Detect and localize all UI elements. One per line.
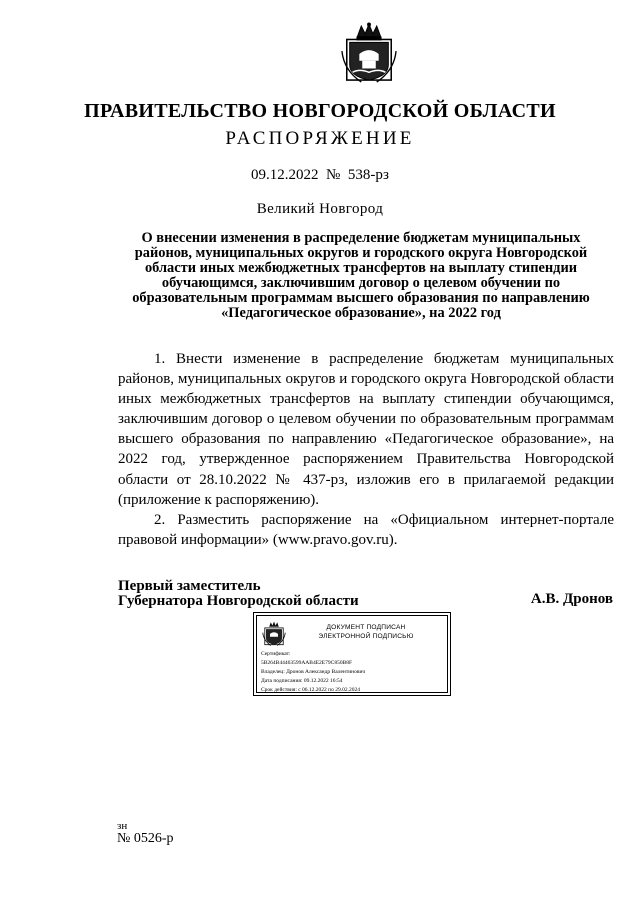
body-line: заключившим договор о целевом обучении по образовательным программам <box>118 411 614 428</box>
body-line: иных межбюджетных трансфертов на выплату стипендии обучающимся, <box>118 391 614 408</box>
body-line: (приложение к распоряжению). <box>118 491 320 508</box>
stamp-owner: Владелец: Дронов Александр Валентинович <box>261 669 366 676</box>
signer-name: А.В. Дронов <box>530 591 613 607</box>
stamp-signed-date: Дата подписания: 09.12.2022 16:54 <box>261 678 343 685</box>
body-line: высшего образования по направлению «Педагогическое образование», на <box>118 431 614 448</box>
stamp-details <box>261 650 443 695</box>
document-city: Великий Новгород <box>256 201 384 217</box>
signer-title <box>118 579 359 608</box>
body-line: области от 28.10.2022 № 437-рз, изложив его в прилагаемой редакции <box>118 471 614 488</box>
stamp-title-line: ЭЛЕКТРОННОЙ ПОДПИСЬЮ <box>318 633 414 640</box>
document-body <box>118 349 614 550</box>
stamp-validity: Срок действия: с 06.12.2022 по 29.02.2024 <box>261 687 360 694</box>
document-date-number: 09.12.2022 № 538-рз <box>251 167 389 183</box>
coat-of-arms-icon <box>340 22 398 84</box>
document-type: РАСПОРЯЖЕНИЕ <box>225 128 415 149</box>
subject-line: обучающимся, заключившим договор о целевом обучении по <box>161 275 561 292</box>
subject-line: «Педагогическое образование», на 2022 год <box>221 305 501 322</box>
stamp-serial-value: 5B264B44463599AAB4E2E79C850B8F <box>261 660 353 667</box>
signer-title-line: Губернатора Новгородской области <box>118 592 359 609</box>
signer-title-line: Первый заместитель <box>118 578 261 594</box>
subject-line: О внесении изменения в распределение бюджетам муниципальных <box>141 230 581 246</box>
body-line: районов, муниципальных округов и городского округа Новгородской области <box>118 371 614 388</box>
subject-line: образовательным программам высшего образования по направлению <box>132 290 590 307</box>
stamp-inner-frame <box>256 615 448 693</box>
performer-initials: зн <box>117 820 128 832</box>
body-line: 2. Разместить распоряжение на «Официальном интернет-портале <box>154 511 614 528</box>
stamp-title-line: ДОКУМЕНТ ПОДПИСАН <box>326 624 406 631</box>
stamp-title <box>289 623 443 641</box>
body-line: 1. Внести изменение в распределение бюджетам муниципальных <box>154 351 614 367</box>
subject-line: области иных межбюджетных трансфертов на выплату стипендии <box>144 260 578 277</box>
registration-number: № 0526-р <box>117 831 174 846</box>
stamp-serial-label: Сертификат: <box>261 651 291 657</box>
electronic-signature-stamp <box>253 612 451 696</box>
organization-title: ПРАВИТЕЛЬСТВО НОВГОРОДСКОЙ ОБЛАСТИ <box>84 100 556 122</box>
body-line: правовой информации» (www.pravo.gov.ru). <box>118 531 398 548</box>
body-line: 2022 год, утвержденное распоряжением Правительства Новгородской <box>118 451 614 468</box>
document-subject <box>112 231 610 322</box>
coat-of-arms-icon <box>262 620 286 647</box>
subject-line: районов, муниципальных округов и городского округа Новгородской <box>134 245 588 262</box>
